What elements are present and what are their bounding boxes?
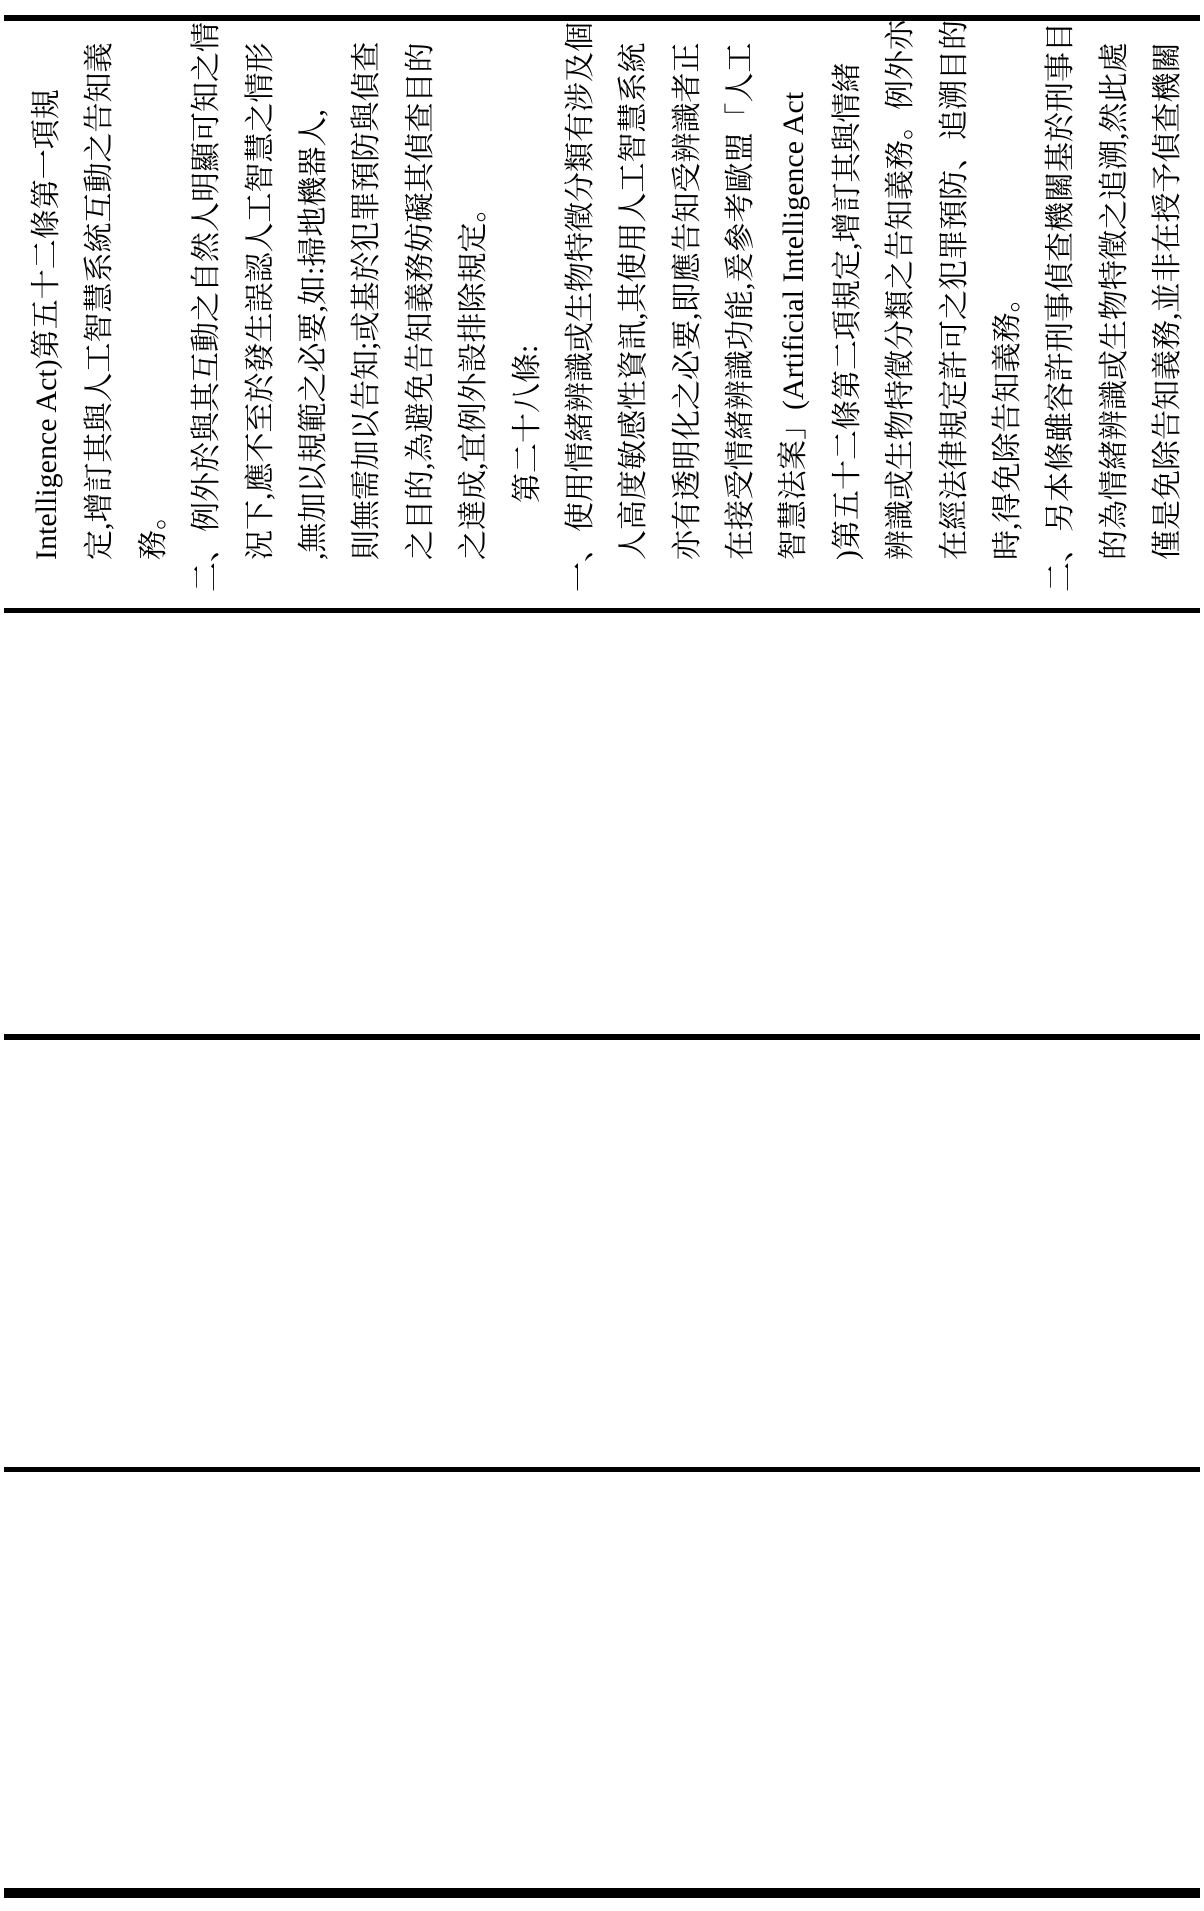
doc-line: 的為情緒辨識或生物特徵之追溯,然此處 [1097,42,1131,560]
doc-line: 智慧法案」(Artificial Intelligence Act [777,91,811,560]
doc-line: 務。 [136,500,170,560]
doc-line: Intelligence Act)第五十二條第一項規 [30,89,63,560]
doc-line: 在接受情緒辨識功能,爰參考歐盟「人工 [724,42,758,560]
doc-line: )第五十二條第二項規定,增訂其與情緒 [830,62,864,560]
doc-line: 二、例外於與其互動之自然人明顯可知之情 [190,22,224,592]
doc-line: 人高度敏感性資訊,其使用人工智慧系統 [617,42,651,560]
doc-line: 辨識或生物特徵分類之告知義務。例外亦 [884,20,918,560]
table-outer-border-top-rule [4,15,1200,21]
table-outer-border-bottom-rule [4,1888,1200,1898]
table-column-divider-1 [4,608,1200,613]
doc-line: 則無需加以告知;或基於犯罪預防與偵查 [350,41,384,560]
doc-line: 定,增訂其與人工智慧系統互動之告知義 [83,42,117,560]
doc-line: 之目的,為避免告知義務妨礙其偵查目的 [403,42,437,560]
doc-line: 亦有透明化之必要,即應告知受辨識者正 [670,42,704,560]
table-column-divider-3 [4,1467,1200,1472]
doc-line: 在經法律規定許可之犯罪預防、追溯目的 [937,20,971,560]
doc-line: 一、使用情緒辨識或生物特徵分類有涉及個 [563,22,597,592]
table-column-divider-2 [4,1034,1200,1040]
doc-line: 之達成,宜例外設排除規定。 [457,192,491,560]
doc-line: 僅是免除告知義務,並非在授予偵查機關 [1151,42,1185,560]
doc-line: 二、另本條雖容許刑事偵查機關基於刑事目 [1044,22,1078,592]
doc-line: 時,得免除告知義務。 [991,282,1025,560]
explanation-column [20,20,1204,592]
doc-line: ,無加以規範之必要,如:掃地機器人, [296,109,330,560]
doc-line: 況下,應不至於發生誤認人工智慧之情形 [243,42,277,560]
doc-line-article-header: 第二十八條: [510,344,544,503]
